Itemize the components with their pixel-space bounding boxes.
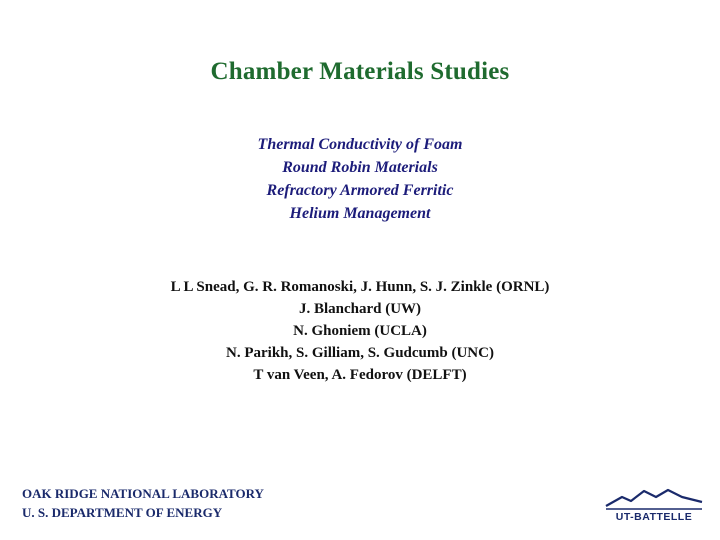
topic-item: Helium Management (289, 205, 431, 222)
slide-title: Chamber Materials Studies (210, 58, 510, 85)
author-line: T van Veen, A. Fedorov (DELFT) (253, 367, 467, 383)
topics-list (0, 133, 720, 225)
mountain-icon (604, 484, 704, 522)
ut-battelle-logo (604, 484, 704, 522)
authors-list (0, 276, 720, 386)
author-line: N. Ghoniem (UCLA) (293, 323, 427, 339)
topic-item: Thermal Conductivity of Foam (257, 136, 463, 153)
author-line: L L Snead, G. R. Romanoski, J. Hunn, S. J. Zinkle (ORNL) (170, 279, 550, 295)
ornl-logo-line1: OAK RIDGE NATIONAL LABORATORY (22, 486, 264, 501)
author-line: N. Parikh, S. Gilliam, S. Gudcumb (UNC) (226, 345, 494, 361)
topic-item: Refractory Armored Ferritic (266, 182, 454, 199)
ornl-logo-line2: U. S. DEPARTMENT OF ENERGY (22, 505, 223, 520)
svg-text:UT-BATTELLE: UT-BATTELLE (615, 511, 693, 522)
ornl-logo (22, 484, 264, 522)
topic-item: Round Robin Materials (282, 159, 438, 176)
author-line: J. Blanchard (UW) (298, 301, 422, 317)
